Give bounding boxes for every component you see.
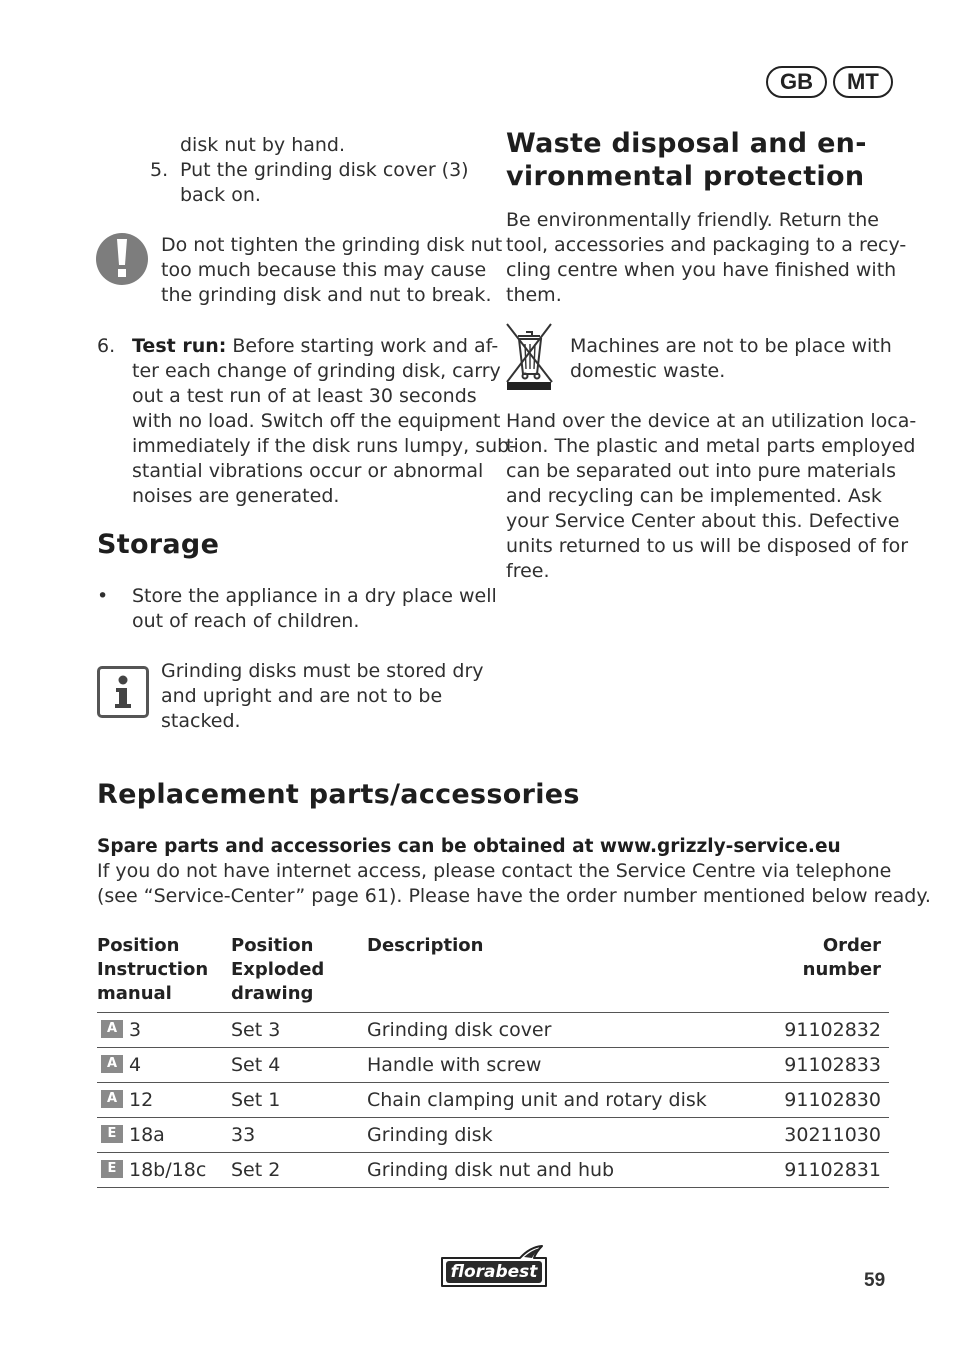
spare-parts-link-line: Spare parts and accessories can be obtained at www.grizzly-service.eu bbox=[97, 836, 841, 857]
body-line: free. bbox=[506, 560, 550, 582]
position-cell: 18a bbox=[129, 1124, 165, 1146]
waste-disposal-heading bbox=[506, 127, 867, 193]
bullet-icon: • bbox=[97, 585, 109, 607]
section-tag: E bbox=[101, 1125, 123, 1143]
position-cell: 3 bbox=[129, 1019, 142, 1041]
bin-line: Machines are not to be place with bbox=[570, 335, 892, 357]
storage-heading: Storage bbox=[97, 529, 220, 560]
disposal-body bbox=[506, 409, 916, 584]
body-line: and recycling can be implemented. Ask bbox=[506, 485, 882, 507]
warning-text bbox=[161, 233, 502, 308]
storage-line: out of reach of children. bbox=[132, 610, 360, 632]
order-number-cell: 91102830 bbox=[747, 1083, 889, 1118]
exploded-cell: Set 2 bbox=[231, 1153, 367, 1188]
florabest-logo bbox=[438, 1244, 550, 1288]
info-line: Grinding disks must be stored dry bbox=[161, 660, 484, 682]
info-text bbox=[161, 659, 484, 734]
exploded-cell: Set 1 bbox=[231, 1083, 367, 1118]
exploded-cell: Set 3 bbox=[231, 1013, 367, 1048]
step-6-line: out a test run of at least 30 seconds bbox=[132, 385, 477, 407]
table-header bbox=[97, 934, 889, 1013]
header-line: Description bbox=[367, 935, 484, 956]
step-6-first-line: Before starting work and af- bbox=[226, 335, 499, 357]
table-row bbox=[97, 1153, 889, 1188]
step-5-line-1: Put the grinding disk cover (3) bbox=[180, 159, 469, 181]
table-row bbox=[97, 1083, 889, 1118]
warning-line: too much because this may cause bbox=[161, 259, 487, 281]
order-number-cell: 30211030 bbox=[747, 1118, 889, 1153]
crossed-out-bin-icon bbox=[504, 322, 554, 398]
header-position-manual bbox=[97, 934, 231, 1013]
intro-line: cling centre when you have finished with bbox=[506, 259, 897, 281]
intro-line: them. bbox=[506, 284, 562, 306]
step-6-line: with no load. Switch off the equipment bbox=[132, 410, 501, 432]
intro-line: tool, accessories and packaging to a recy- bbox=[506, 234, 907, 256]
exploded-cell: Set 4 bbox=[231, 1048, 367, 1083]
position-cell: 4 bbox=[129, 1054, 142, 1076]
header-line: drawing bbox=[231, 983, 314, 1004]
bin-line: domestic waste. bbox=[570, 360, 726, 382]
header-line: manual bbox=[97, 983, 172, 1004]
order-number-line: (see “Service-Center” page 61). Please have the order number mentioned below ready. bbox=[97, 885, 931, 907]
info-line: and upright and are not to be bbox=[161, 685, 443, 707]
description-cell: Grinding disk bbox=[367, 1118, 747, 1153]
exploded-cell: 33 bbox=[231, 1118, 367, 1153]
header-order-number bbox=[747, 934, 889, 1013]
order-number-cell: 91102833 bbox=[747, 1048, 889, 1083]
lang-mt: MT bbox=[833, 66, 893, 98]
header-line: number bbox=[802, 959, 881, 980]
description-cell: Grinding disk nut and hub bbox=[367, 1153, 747, 1188]
body-line: your Service Center about this. Defective bbox=[506, 510, 900, 532]
table-row bbox=[97, 1048, 889, 1083]
waste-intro bbox=[506, 208, 906, 308]
body-line: can be separated out into pure materials bbox=[506, 460, 896, 482]
step-5-line-2: back on. bbox=[180, 184, 261, 206]
step-6-number: 6. bbox=[97, 335, 116, 357]
step-6-line: immediately if the disk runs lumpy, sub- bbox=[132, 435, 517, 457]
table-row bbox=[97, 1013, 889, 1048]
info-line: stacked. bbox=[161, 710, 241, 732]
storage-line: Store the appliance in a dry place well bbox=[132, 585, 497, 607]
parts-table bbox=[97, 934, 889, 1188]
lang-gb: GB bbox=[766, 66, 827, 98]
step-6-line: noises are generated. bbox=[132, 485, 340, 507]
intro-line: Be environmentally friendly. Return the bbox=[506, 209, 879, 231]
info-icon bbox=[97, 666, 149, 718]
brand-wordmark: florabest bbox=[450, 1262, 538, 1282]
step-6-text bbox=[132, 334, 516, 509]
replacement-parts-heading: Replacement parts/accessories bbox=[97, 779, 580, 810]
warning-line: the grinding disk and nut to break. bbox=[161, 284, 492, 306]
order-number-cell: 91102831 bbox=[747, 1153, 889, 1188]
heading-line: Waste disposal and en- bbox=[506, 128, 867, 159]
exclamation-icon bbox=[96, 233, 148, 285]
position-cell: 18b/18c bbox=[129, 1159, 207, 1181]
section-tag: A bbox=[101, 1090, 123, 1108]
section-tag: E bbox=[101, 1160, 123, 1178]
warning-line: Do not tighten the grinding disk nut bbox=[161, 234, 503, 256]
section-tag: A bbox=[101, 1020, 123, 1038]
order-number-cell: 91102832 bbox=[747, 1013, 889, 1048]
page-number: 59 bbox=[864, 1270, 886, 1291]
section-tag: A bbox=[101, 1055, 123, 1073]
header-line: Position bbox=[231, 935, 314, 956]
description-cell: Grinding disk cover bbox=[367, 1013, 747, 1048]
header-line: Instruction bbox=[97, 959, 209, 980]
step-5-number: 5. bbox=[150, 159, 169, 181]
header-line: Exploded bbox=[231, 959, 325, 980]
description-cell: Chain clamping unit and rotary disk bbox=[367, 1083, 747, 1118]
test-run-label: Test run: bbox=[132, 335, 227, 357]
description-cell: Handle with screw bbox=[367, 1048, 747, 1083]
header-line: Position bbox=[97, 935, 180, 956]
storage-text bbox=[132, 584, 497, 634]
table-row bbox=[97, 1118, 889, 1153]
step-6-line: stantial vibrations occur or abnormal bbox=[132, 460, 484, 482]
internet-access-line: If you do not have internet access, please contact the Service Centre via telephone bbox=[97, 860, 892, 882]
header-description bbox=[367, 934, 747, 1013]
language-badges bbox=[766, 66, 893, 98]
bin-text bbox=[570, 334, 892, 384]
header-position-exploded bbox=[231, 934, 367, 1013]
body-line: Hand over the device at an utilization loca- bbox=[506, 410, 917, 432]
position-cell: 12 bbox=[129, 1089, 154, 1111]
body-line: units returned to us will be disposed of for bbox=[506, 535, 909, 557]
step-6-line: ter each change of grinding disk, carry bbox=[132, 360, 501, 382]
header-line: Order bbox=[822, 935, 881, 956]
heading-line: vironmental protection bbox=[506, 161, 865, 192]
body-line: tion. The plastic and metal parts employed bbox=[506, 435, 916, 457]
continued-line: disk nut by hand. bbox=[180, 134, 346, 156]
